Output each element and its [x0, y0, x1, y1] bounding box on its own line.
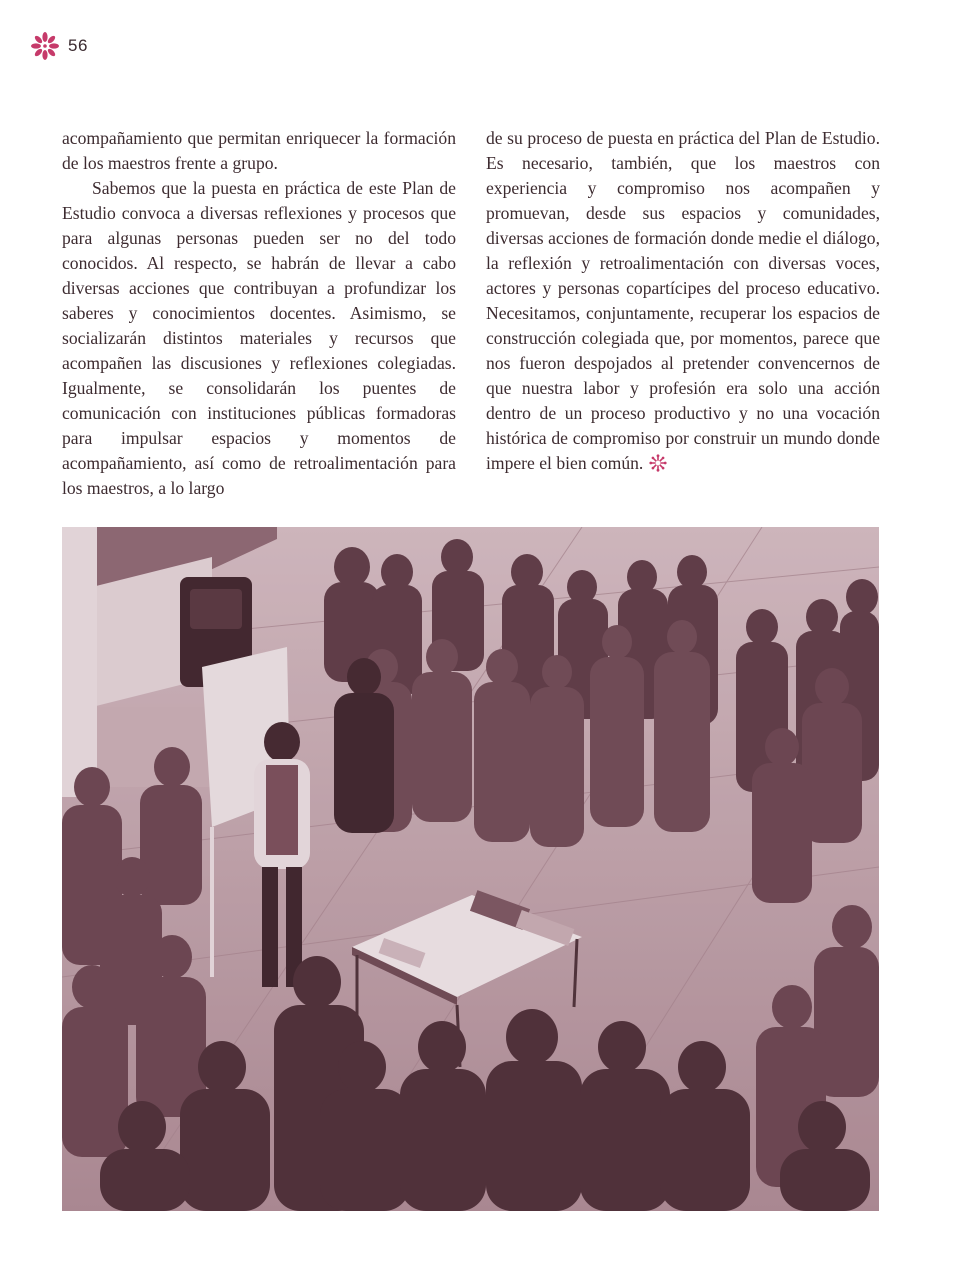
paragraph-continuation	[486, 126, 880, 476]
asterisk-flower-icon	[649, 454, 667, 472]
paragraph: Sabemos que la puesta en práctica de este Plan de Estudio convoca a diversas reflexiones y procesos que para algunas personas pueden ser no del todo conocidos. Al respecto, se habrán de llevar a cabo diversas acciones que contribuyan a profundizar los saberes y conocimientos docentes. Asimismo, se socializarán distintos materiales y recursos que acompañen las discusiones y reflexiones colegiadas. Igualmente, se consolidarán los puentes de comunicación con instituciones públicas formadoras para impulsar espacios y momentos de acompañamiento, así como de retroalimentación para los maestros, a lo largo	[62, 178, 456, 498]
teachers-meeting-photo	[62, 527, 879, 1211]
text-column-left	[62, 126, 456, 501]
paragraph-text: de su proceso de puesta en práctica del Plan de Estudio. Es necesario, también, que los maestros con experiencia y compromiso nos acompañen y promuevan, desde sus espacios y comunidades, diversas acciones de formación donde medie el diálogo, la reflexión y retroalimentación con diversas voces, actores y personas copartícipes del proceso educativo. Necesitamos, conjuntamente, recuperar los espacios de construcción colegiada que, por momentos, parece que nos fueron despojados al pretender convencernos de que nuestra labor y profesión era solo una acción dentro de un proceso productivo y no una vocación histórica de compromiso por construir un mundo donde impere el bien común.	[486, 128, 880, 473]
flower-ornament-icon	[30, 31, 60, 61]
text-column-right	[486, 126, 880, 476]
page-number: 56	[68, 36, 88, 55]
paragraph-continuation: acompañamiento que permitan enriquecer la formación de los maestros frente a grupo.	[62, 128, 456, 173]
page-header	[30, 32, 88, 60]
